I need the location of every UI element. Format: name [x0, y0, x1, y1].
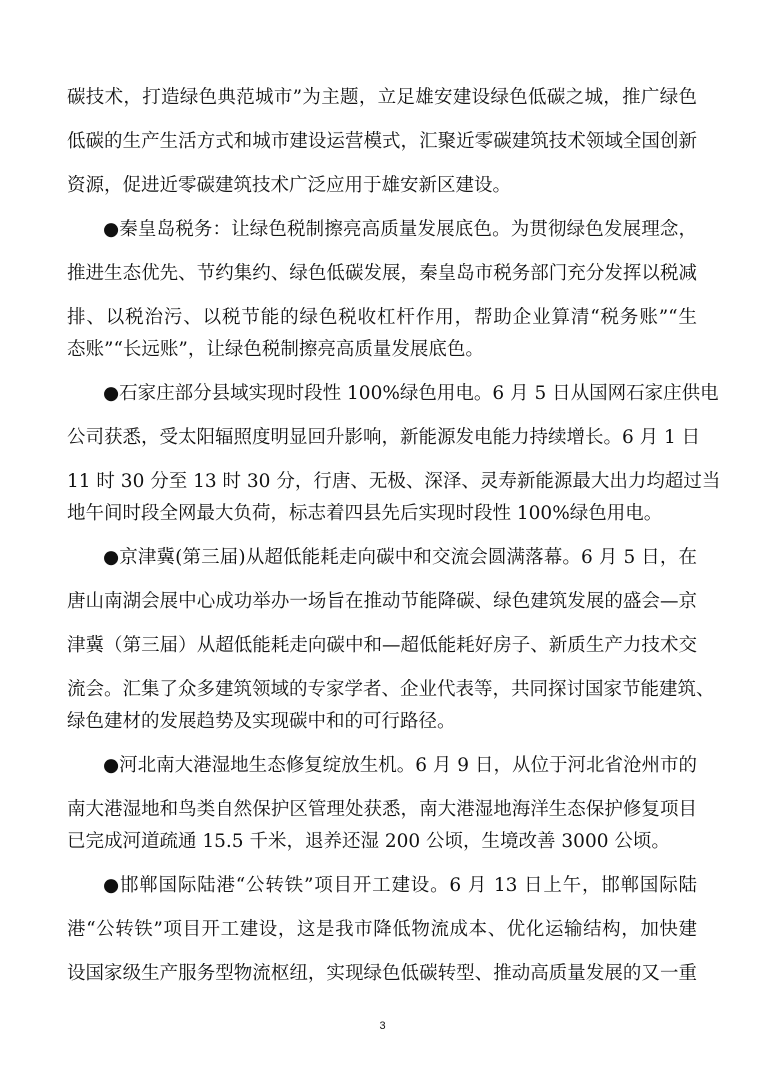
paragraph-heading-line: ●邯郸国际陆港“公转铁”项目开工建设。6 月 13 日上午，邯郸国际陆	[103, 875, 697, 896]
body-text-line: 流会。汇集了众多建筑领域的专家学者、企业代表等，共同探讨国家节能建筑、	[67, 679, 715, 700]
page-number: 3	[379, 1020, 386, 1032]
body-text-line: 推进生态优先、节约集约、绿色低碳发展，秦皇岛市税务部门充分发挥以税减	[67, 263, 697, 284]
body-text-line: 公司获悉，受太阳辐照度明显回升影响，新能源发电能力持续增长。6 月 1 日	[67, 427, 701, 448]
paragraph-heading-line: ●秦皇岛税务：让绿色税制擦亮高质量发展底色。为贯彻绿色发展理念，	[103, 219, 697, 240]
body-text-line: 已完成河道疏通 15.5 千米，退养还湿 200 公顷，生境改善 3000 公顷。	[67, 831, 670, 852]
body-text-line: 设国家级生产服务型物流枢纽，实现绿色低碳转型、推动高质量发展的又一重	[67, 963, 697, 984]
body-text-line: 唐山南湖会展中心成功举办一场旨在推动节能降碳、绿色建筑发展的盛会—京	[67, 591, 697, 612]
paragraph-heading-line: ●石家庄部分县域实现时段性 100%绿色用电。6 月 5 日从国网石家庄供电	[103, 383, 719, 404]
paragraph-heading-line: ●京津冀(第三届)从超低能耗走向碳中和交流会圆满落幕。6 月 5 日，在	[103, 547, 697, 568]
body-text-line: 碳技术，打造绿色典范城市”为主题，立足雄安建设绿色低碳之城，推广绿色	[67, 87, 697, 108]
paragraph-heading-line: ●河北南大港湿地生态修复绽放生机。6 月 9 日，从位于河北省沧州市的	[103, 755, 697, 776]
body-text-line: 津冀（第三届）从超低能耗走向碳中和—超低能耗好房子、新质生产力技术交	[67, 635, 697, 656]
body-text-line: 低碳的生产生活方式和城市建设运营模式，汇聚近零碳建筑技术领域全国创新	[67, 131, 697, 152]
body-text-line: 绿色建材的发展趋势及实现碳中和的可行路径。	[67, 711, 456, 732]
body-text-line: 排、以税治污、以税节能的绿色税收杠杆作用，帮助企业算清“税务账”“生	[67, 307, 697, 328]
body-text-line: 态账”“长远账”，让绿色税制擦亮高质量发展底色。	[67, 339, 484, 360]
body-text-line: 11 时 30 分至 13 时 30 分，行唐、无极、深泽、灵寿新能源最大出力均超过当	[67, 471, 721, 492]
body-text-line: 地午间时段全网最大负荷，标志着四县先后实现时段性 100%绿色用电。	[67, 503, 663, 524]
body-text-line: 港“公转铁”项目开工建设，这是我市降低物流成本、优化运输结构，加快建	[67, 919, 697, 940]
body-text-line: 资源，促进近零碳建筑技术广泛应用于雄安新区建设。	[67, 175, 512, 196]
body-text-line: 南大港湿地和鸟类自然保护区管理处获悉，南大港湿地海洋生态保护修复项目	[67, 799, 697, 820]
